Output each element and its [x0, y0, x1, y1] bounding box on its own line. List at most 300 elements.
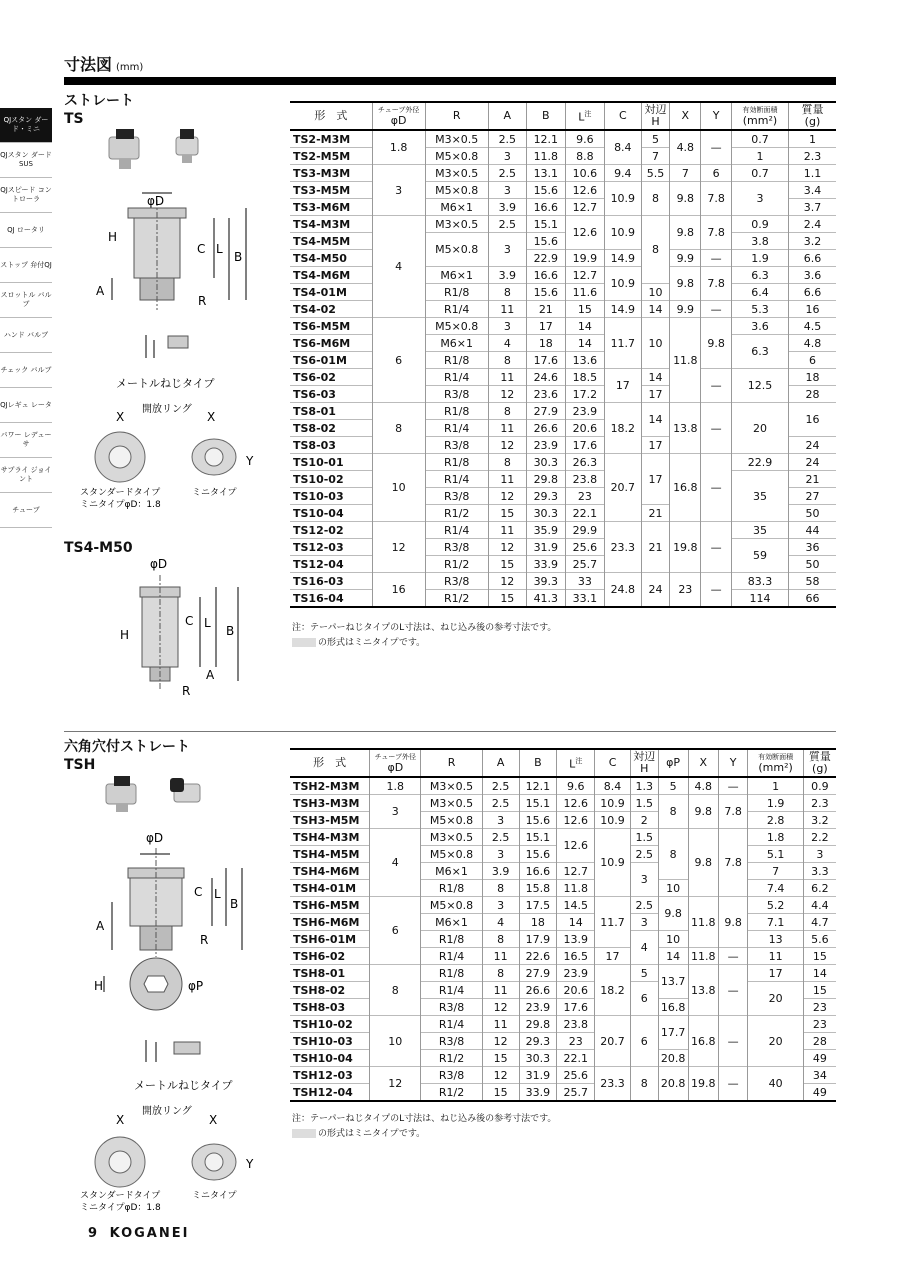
table-cell: R3/8 [425, 437, 488, 454]
table-cell: — [701, 403, 732, 454]
table-cell: 6 [372, 318, 425, 403]
table-row [290, 250, 836, 267]
table-cell: 66 [788, 590, 836, 608]
table-row [290, 897, 836, 914]
table-cell: R1/2 [425, 590, 488, 608]
table-cell: 12 [488, 573, 526, 590]
table-cell: — [701, 130, 732, 165]
ts-mini-phid: ミニタイプφD：1.8 [80, 500, 161, 510]
table-cell: 11.8 [670, 318, 701, 403]
table-cell: 17.2 [565, 386, 604, 403]
table-cell: 25.7 [565, 556, 604, 573]
sidebar-item[interactable]: ハンド バルブ [0, 318, 52, 353]
model-cell: TSH12-03 [290, 1067, 370, 1084]
table-cell: 12.1 [519, 777, 557, 795]
table-cell: 23 [565, 488, 604, 505]
tsh-label-r: R [200, 933, 209, 947]
table-row [290, 471, 836, 488]
tsh-h-phip: φP [658, 749, 688, 777]
tsh-h-tube: チューブ外径 φD [370, 749, 421, 777]
table-cell: 14.9 [604, 250, 641, 267]
sidebar-item[interactable]: チューブ [0, 493, 52, 528]
table-cell: R1/2 [421, 1084, 482, 1102]
table-cell: 4.7 [803, 914, 836, 931]
page-number: 9 [88, 1226, 99, 1241]
table-cell: 17.6 [565, 437, 604, 454]
tsh-label-l: L [214, 887, 221, 901]
table-cell: 15.6 [526, 233, 565, 250]
table-cell: 23.3 [604, 522, 641, 573]
table-cell: 7.8 [701, 216, 732, 250]
table-row [290, 267, 836, 284]
table-cell: 15.8 [519, 880, 557, 897]
ts-std-caption: スタンダードタイプ [80, 488, 161, 498]
table-cell: 20.7 [595, 1016, 631, 1067]
table-cell: 7.1 [748, 914, 803, 931]
table-cell: — [701, 250, 732, 267]
table-cell: 20.8 [658, 1050, 688, 1067]
table-cell: 3.6 [788, 267, 836, 284]
table-cell: M6×1 [425, 267, 488, 284]
table-cell: 7.8 [701, 182, 732, 216]
table-cell: 2.8 [748, 812, 803, 829]
table-cell: 22.9 [526, 250, 565, 267]
table-cell: 15 [803, 982, 836, 999]
table-cell: — [718, 948, 748, 965]
mini-type-swatch [292, 1129, 316, 1138]
ts-h-a: A [488, 102, 526, 130]
table-row [290, 590, 836, 608]
table-cell: 10.9 [604, 182, 641, 216]
table-cell: 4 [370, 829, 421, 897]
table-cell: 31.9 [526, 539, 565, 556]
table-cell: 8 [641, 182, 669, 216]
ts-model: TS [64, 111, 84, 127]
table-cell: 9.8 [670, 267, 701, 301]
table-cell: 8 [482, 965, 519, 982]
page-title: 寸法図 (mm) [64, 55, 144, 74]
ts-note-2: の形式はミニタイプです。 [292, 636, 425, 650]
table-cell: M3×0.5 [421, 777, 482, 795]
tsh-h-c: C [595, 749, 631, 777]
table-cell: 1 [731, 148, 788, 165]
table-cell: 5.1 [748, 846, 803, 863]
table-cell: 20.7 [604, 454, 641, 522]
table-cell: 15.6 [519, 812, 557, 829]
tsh-drawing [64, 772, 274, 1212]
table-cell: 6.3 [731, 267, 788, 284]
model-cell: TSH3-M3M [290, 795, 370, 812]
table-cell: 8 [372, 403, 425, 454]
table-cell: 23.3 [595, 1067, 631, 1102]
table-cell: 6.6 [788, 250, 836, 267]
tsh-label-b: B [230, 897, 239, 911]
model-cell: TSH6-02 [290, 948, 370, 965]
table-cell: 29.9 [565, 522, 604, 539]
table-cell: 13 [748, 931, 803, 948]
tsh-mini-caption: ミニタイプ [192, 1191, 237, 1201]
table-cell: 7.8 [701, 267, 732, 301]
table-cell: 12 [370, 1067, 421, 1102]
model-cell: TSH12-04 [290, 1084, 370, 1102]
table-cell: 33 [565, 573, 604, 590]
table-cell: R1/8 [421, 965, 482, 982]
table-cell: 12 [482, 1067, 519, 1084]
table-cell: 3.9 [488, 267, 526, 284]
table-cell: 20 [748, 1016, 803, 1067]
model-cell: TS4-M50 [290, 250, 372, 267]
table-cell: — [701, 369, 732, 403]
table-cell: 3 [488, 318, 526, 335]
table-cell: 25.6 [557, 1067, 595, 1084]
table-cell: 11 [748, 948, 803, 965]
table-cell: R1/2 [421, 1050, 482, 1067]
tsh-h-b: B [519, 749, 557, 777]
table-cell: 16 [788, 301, 836, 318]
table-cell: 3 [482, 812, 519, 829]
table-cell: 8 [630, 1067, 658, 1102]
table-cell: 1.3 [630, 777, 658, 795]
table-cell: 3.9 [482, 863, 519, 880]
table-cell: 9.8 [658, 897, 688, 931]
sidebar-item[interactable]: QJスピード コントローラ [0, 178, 52, 213]
table-cell: 11.8 [557, 880, 595, 897]
table-cell: 7 [748, 863, 803, 880]
table-cell: 16 [788, 403, 836, 437]
table-cell: 3 [488, 148, 526, 165]
table-cell: M5×0.8 [421, 846, 482, 863]
table-cell: 14 [803, 965, 836, 982]
table-cell: 49 [803, 1050, 836, 1067]
tsh-photo-mini [170, 778, 200, 802]
table-cell: 12.7 [557, 863, 595, 880]
table-cell: 24 [788, 454, 836, 471]
table-cell: 8.4 [604, 130, 641, 165]
sidebar-item[interactable]: QJスタン ダードSUS [0, 143, 52, 178]
table-cell: 15.6 [526, 182, 565, 199]
sidebar-item[interactable]: スロットル バルブ [0, 283, 52, 318]
table-cell: 11.7 [595, 897, 631, 948]
tsh-label-x2: X [209, 1113, 218, 1127]
table-cell: 21 [641, 522, 669, 573]
table-cell: 12.6 [565, 216, 604, 250]
table-cell: 39.3 [526, 573, 565, 590]
table-cell: 15 [482, 1084, 519, 1102]
table-row [290, 284, 836, 301]
table-cell: 15 [565, 301, 604, 318]
table-cell: M5×0.8 [425, 318, 488, 335]
table-cell: 15.1 [519, 829, 557, 846]
model-cell: TS6-M6M [290, 335, 372, 352]
table-cell: 12.6 [557, 795, 595, 812]
table-cell: R1/4 [425, 522, 488, 539]
table-cell: 10 [641, 318, 669, 369]
table-cell: 40 [748, 1067, 803, 1102]
table-cell: 6 [370, 897, 421, 965]
table-cell: 5 [658, 777, 688, 795]
table-cell: 22.1 [565, 505, 604, 522]
model-cell: TSH4-M6M [290, 863, 370, 880]
table-cell: 15.6 [519, 846, 557, 863]
table-cell: 6.6 [788, 284, 836, 301]
table-cell: 16.8 [658, 999, 688, 1016]
model-cell: TS6-M5M [290, 318, 372, 335]
model-cell: TSH4-M5M [290, 846, 370, 863]
m50-label-c: C [185, 614, 194, 628]
tsh-ring-caption: 開放リング [142, 1106, 192, 1117]
table-cell: 4.8 [688, 777, 718, 795]
sidebar-item[interactable]: パワー レデューサ [0, 423, 52, 458]
table-cell: 8 [370, 965, 421, 1016]
sidebar-item[interactable]: サプライ ジョイント [0, 458, 52, 493]
table-cell: 15.1 [526, 216, 565, 233]
table-cell: 1.9 [748, 795, 803, 812]
table-cell: 2.3 [803, 795, 836, 812]
table-cell: 34 [803, 1067, 836, 1084]
table-cell: 1 [788, 130, 836, 148]
table-cell: 7 [670, 165, 701, 182]
table-cell: 11 [482, 948, 519, 965]
table-cell: 9.8 [701, 318, 732, 369]
m50-label-h: H [120, 628, 130, 642]
table-row [290, 522, 836, 539]
table-cell: M3×0.5 [421, 795, 482, 812]
model-cell: TS4-02 [290, 301, 372, 318]
table-cell: R1/2 [425, 505, 488, 522]
sidebar-item[interactable]: QJ ロータリ [0, 213, 52, 248]
model-cell: TS4-M3M [290, 216, 372, 233]
table-cell: R1/4 [425, 420, 488, 437]
table-row [290, 795, 836, 812]
model-cell: TSH4-01M [290, 880, 370, 897]
table-cell: 2.5 [630, 846, 658, 863]
table-cell: 9.8 [688, 795, 718, 829]
table-cell: 5.5 [641, 165, 669, 182]
tsh-header-row [290, 749, 836, 777]
table-cell: 20.8 [658, 1067, 688, 1102]
table-cell: 35 [731, 522, 788, 539]
table-cell: 58 [788, 573, 836, 590]
table-cell: 3 [630, 914, 658, 931]
table-cell: 26.3 [565, 454, 604, 471]
model-cell: TS2-M3M [290, 130, 372, 148]
table-cell: R1/8 [425, 352, 488, 369]
m50-label-phid: φD [150, 557, 168, 571]
tsh-side-view [112, 848, 242, 957]
table-cell: 22.9 [731, 454, 788, 471]
m50-label-l: L [204, 616, 211, 630]
table-cell: 3.6 [731, 318, 788, 335]
table-cell: 2.3 [788, 148, 836, 165]
table-cell: 17 [641, 454, 669, 505]
table-cell: 17.5 [519, 897, 557, 914]
table-cell: 12 [488, 386, 526, 403]
ts-h-area: 有効断面積 (mm²) [731, 102, 788, 130]
table-cell: 17 [641, 386, 669, 403]
table-cell: 27.9 [519, 965, 557, 982]
table-cell: 23.9 [519, 999, 557, 1016]
table-cell: 11 [482, 1016, 519, 1033]
tsh-label-a: A [96, 919, 105, 933]
table-cell: R1/4 [425, 471, 488, 488]
table-cell: M5×0.8 [421, 897, 482, 914]
ts-h-model: 形 式 [314, 109, 348, 122]
brand-logo: KOGANEI [109, 1226, 190, 1241]
table-cell: 29.3 [519, 1033, 557, 1050]
table-cell: 3 [482, 846, 519, 863]
table-cell: 33.9 [519, 1084, 557, 1102]
tsh-metric-detail [146, 1040, 200, 1062]
ts-mini-caption: ミニタイプ [192, 488, 237, 498]
table-cell: 28 [803, 1033, 836, 1050]
table-cell: 2.4 [788, 216, 836, 233]
ts-h-y: Y [701, 102, 732, 130]
table-cell: 15 [488, 556, 526, 573]
sidebar-item[interactable]: チェック バルブ [0, 353, 52, 388]
table-cell: 7.4 [748, 880, 803, 897]
table-cell: 59 [731, 539, 788, 573]
table-cell: 14.9 [604, 301, 641, 318]
tsh-metric-caption: メートルねじタイプ [134, 1079, 233, 1092]
table-cell: 11.8 [688, 948, 718, 965]
table-cell: 19.8 [688, 1067, 718, 1102]
model-cell: TSH6-M5M [290, 897, 370, 914]
model-cell: TSH8-03 [290, 999, 370, 1016]
table-cell: 23.9 [565, 403, 604, 420]
table-cell: M6×1 [421, 914, 482, 931]
table-row [290, 148, 836, 165]
table-cell: 4.4 [803, 897, 836, 914]
table-cell: 8 [658, 795, 688, 829]
table-cell: R1/8 [421, 880, 482, 897]
table-cell: 83.3 [731, 573, 788, 590]
table-row [290, 403, 836, 420]
tsh-photo-standard [106, 776, 136, 812]
table-cell: M5×0.8 [425, 233, 488, 267]
ts4-m50-title: TS4-M50 [64, 540, 133, 556]
table-cell: 22.1 [557, 1050, 595, 1067]
tsh-label-y: Y [246, 1157, 254, 1171]
table-cell: 4 [630, 931, 658, 965]
ts-drawing [64, 125, 274, 525]
tsh-model: TSH [64, 757, 96, 773]
table-cell: R1/4 [421, 1016, 482, 1033]
table-cell: 1.8 [748, 829, 803, 846]
model-cell: TS10-02 [290, 471, 372, 488]
table-cell: M5×0.8 [421, 812, 482, 829]
table-cell: 10.9 [604, 216, 641, 250]
table-cell: 23 [803, 999, 836, 1016]
table-cell: 11.8 [688, 897, 718, 948]
tsh-h-l: $L^注$ [557, 749, 595, 777]
table-row [290, 1067, 836, 1084]
table-cell: 21 [788, 471, 836, 488]
model-cell: TS6-02 [290, 369, 372, 386]
table-cell: 4 [482, 914, 519, 931]
table-cell: 12.5 [731, 369, 788, 403]
table-cell: 31.9 [519, 1067, 557, 1084]
tsh-label-phid: φD [146, 831, 164, 845]
table-cell: 35 [731, 471, 788, 522]
model-cell: TS6-01M [290, 352, 372, 369]
table-cell: 0.9 [803, 777, 836, 795]
table-cell: 36 [788, 539, 836, 556]
table-row [290, 216, 836, 233]
table-cell: 14 [565, 318, 604, 335]
table-cell: 0.9 [731, 216, 788, 233]
table-cell: 3.3 [803, 863, 836, 880]
table-cell: 10 [641, 284, 669, 301]
sidebar-item[interactable]: QJスタン ダード・ミニ [0, 108, 52, 143]
ts-h-b: B [526, 102, 565, 130]
tsh-label-phip: φP [188, 979, 204, 993]
table-cell: 1.9 [731, 250, 788, 267]
table-cell: M3×0.5 [421, 829, 482, 846]
table-cell: 20 [748, 982, 803, 1016]
table-cell: 0.7 [731, 165, 788, 182]
model-cell: TSH4-M3M [290, 829, 370, 846]
ts-metric-caption: メートルねじタイプ [116, 377, 215, 390]
table-cell: 3 [630, 863, 658, 897]
table-cell: — [701, 573, 732, 608]
sidebar-item[interactable]: QJレギュ レータ [0, 388, 52, 423]
table-cell: 22.6 [519, 948, 557, 965]
table-cell: 14.5 [557, 897, 595, 914]
model-cell: TS8-01 [290, 403, 372, 420]
table-cell: R3/8 [425, 386, 488, 403]
model-cell: TSH8-01 [290, 965, 370, 982]
table-cell: 1.5 [630, 795, 658, 812]
table-cell: 25.6 [565, 539, 604, 556]
table-cell: 11 [488, 471, 526, 488]
table-cell: 9.8 [670, 182, 701, 216]
sidebar-item[interactable]: ストップ 弁付QJ [0, 248, 52, 283]
ts-side-view [112, 193, 246, 310]
table-cell: 2.5 [488, 165, 526, 182]
table-cell: R3/8 [425, 539, 488, 556]
table-cell: 21 [641, 505, 669, 522]
table-cell: 23.9 [526, 437, 565, 454]
table-cell: R1/8 [425, 284, 488, 301]
table-cell: R3/8 [425, 573, 488, 590]
table-cell: 9.8 [670, 216, 701, 250]
model-cell: TS3-M6M [290, 199, 372, 216]
table-cell: 15 [803, 948, 836, 965]
table-cell: 10.6 [565, 165, 604, 182]
ts-label-c: C [197, 242, 206, 256]
table-cell: 17 [604, 369, 641, 403]
model-cell: TS4-M6M [290, 267, 372, 284]
table-cell: 17 [748, 965, 803, 982]
model-cell: TS10-03 [290, 488, 372, 505]
table-cell: 27.9 [526, 403, 565, 420]
table-cell: 17 [526, 318, 565, 335]
ts-h-r: R [425, 102, 488, 130]
ts-spec-table [290, 101, 836, 608]
table-cell: R1/4 [425, 369, 488, 386]
ts4-m50-drawing [64, 555, 274, 700]
table-cell: 8.4 [595, 777, 631, 795]
table-cell: 4.5 [788, 318, 836, 335]
table-cell: 8 [488, 454, 526, 471]
table-cell: 29.8 [519, 1016, 557, 1033]
table-cell: 15 [488, 505, 526, 522]
table-cell: M6×1 [425, 199, 488, 216]
table-cell: 16 [372, 573, 425, 608]
table-cell: 29.3 [526, 488, 565, 505]
model-cell: TS2-M5M [290, 148, 372, 165]
ts-label-b: B [234, 250, 243, 264]
